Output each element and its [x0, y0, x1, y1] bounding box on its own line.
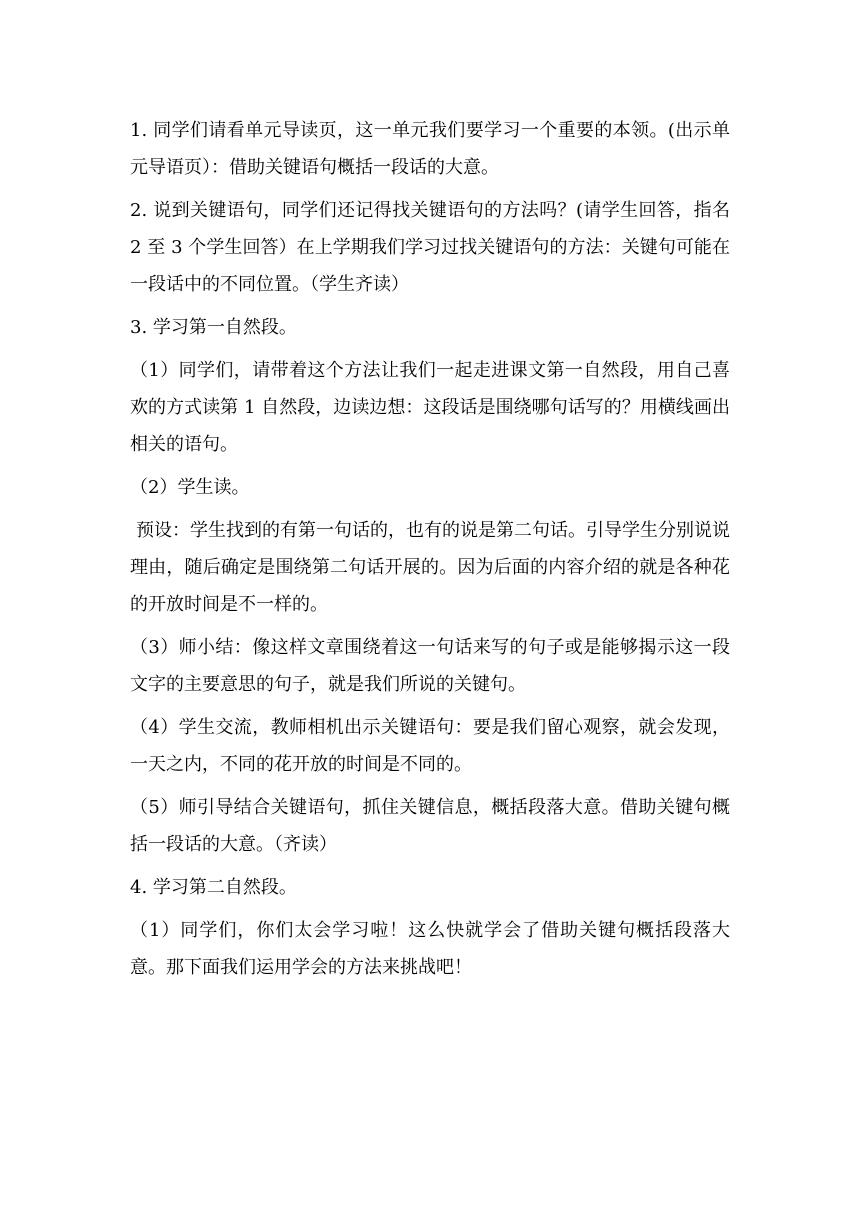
paragraph-3-3: （3）师小结：像这样文章围绕着这一句话来写的句子或是能够揭示这一段文字的主要意思的句子，就是我们所说的关键句。: [130, 637, 730, 695]
paragraph-4-1: （1）同学们，你们太会学习啦！这么快就学会了借助关键句概括段落大意。那下面我们运用学会的方法来挑战吧！: [130, 920, 730, 978]
paragraph-1: 1. 同学们请看单元导读页，这一单元我们要学习一个重要的本领。(出示单元导语页）：借助关键语句概括一段话的大意。: [130, 120, 730, 178]
paragraph-3-2: （2）学生读。: [130, 477, 250, 498]
paragraph-3-heading: 3. 学习第一自然段。: [130, 317, 297, 338]
paragraph-2: 2. 说到关键语句，同学们还记得找关键语句的方法吗？(请学生回答，指名 2 至 3 个学生回答）在上学期我们学习过找关键语句的方法：关键句可能在一段话中的不同位置。（学生齐读）: [130, 200, 730, 295]
document-body: [130, 112, 730, 992]
paragraph-3-1: （1）同学们，请带着这个方法让我们一起走进课文第一自然段，用自己喜欢的方式读第 1 自然段，边读边想：这段话是围绕哪句话写的？用横线画出相关的语句。: [130, 360, 730, 455]
paragraph-preset: 预设：学生找到的有第一句话的，也有的说是第二句话。引导学生分别说说理由，随后确定是围绕第二句话开展的。因为后面的内容介绍的就是各种花的开放时间是不一样的。: [130, 520, 730, 615]
paragraph-3-4: （4）学生交流，教师相机出示关键语句：要是我们留心观察，就会发现，一天之内，不同的花开放的时间是不同的。: [130, 717, 730, 775]
paragraph-4-heading: 4. 学习第二自然段。: [130, 877, 297, 898]
paragraph-3-5: （5）师引导结合关键语句，抓住关键信息，概括段落大意。借助关键句概括一段话的大意。（齐读）: [130, 797, 730, 855]
